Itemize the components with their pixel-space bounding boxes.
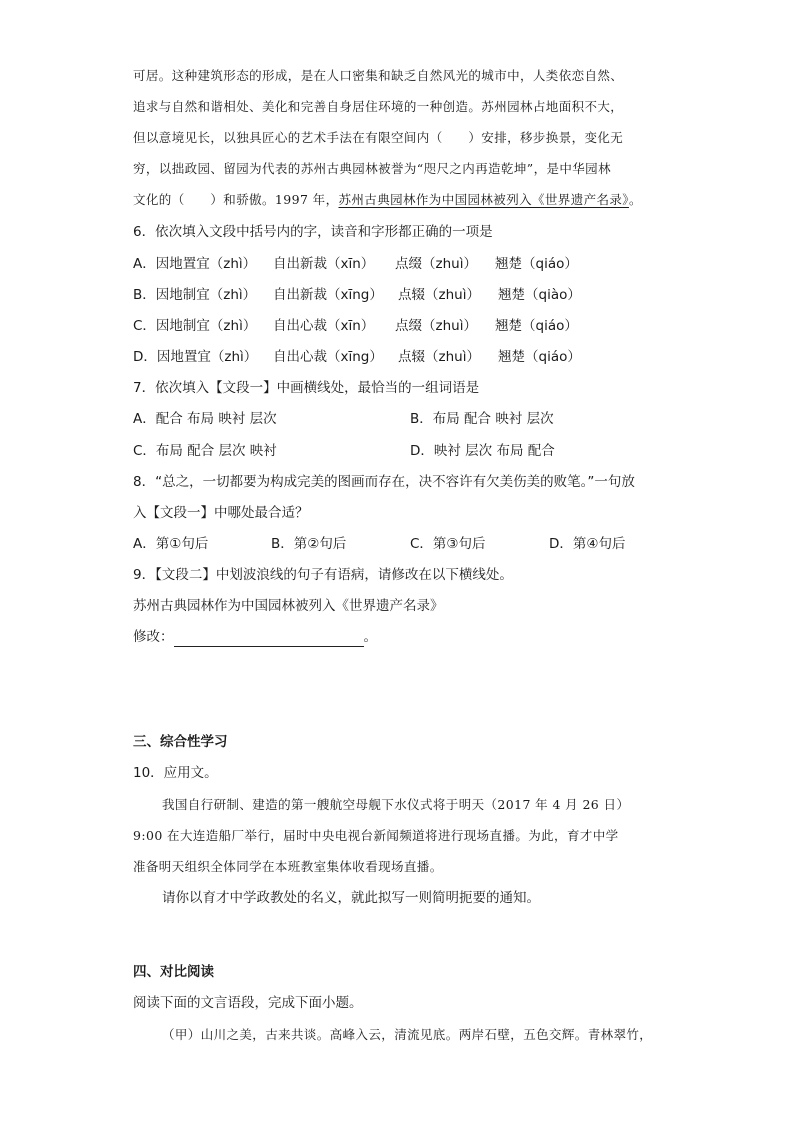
q6-b-1: B．因地制宜（zhì）	[133, 287, 257, 303]
q9-sentence: 苏州古典园林作为中国园林被列入《世界遗产名录》	[133, 598, 444, 614]
q6-b-4: 翘楚（qiào）	[498, 287, 581, 303]
q9-stem: 9．【文段二】中划波浪线的句子有语病，请修改在以下横线处。	[133, 567, 513, 583]
passage-line-1: 可居。这种建筑形态的形成，是在人口密集和缺乏自然风光的城市中，人类依恋自然、	[133, 68, 624, 83]
q8-option-a: A．第①句后	[133, 536, 209, 552]
q9-fix-end: 。	[363, 629, 377, 645]
q6-a-1: A．因地置宜（zhì）	[133, 256, 257, 272]
section3-title: 三、综合性学习	[133, 734, 228, 750]
section4-instruction: 阅读下面的文言语段，完成下面小题。	[133, 995, 363, 1011]
q6-c-3: 点缀（zhuì）	[395, 318, 477, 334]
q6-c-4: 翘楚（qiáo）	[495, 318, 578, 334]
q10-material-line3: 准备明天组织全体同学在本班教室集体收看现场直播。	[133, 859, 443, 874]
q9-answer-blank[interactable]	[174, 628, 364, 647]
q10-stem: 10．应用文。	[133, 765, 218, 781]
passage-line-4: 穷，以拙政园、留园为代表的苏州古典园林被誉为“咫尺之内再造乾坤”，是中华园林	[133, 161, 611, 176]
q6-d-3: 点辍（zhuì）	[398, 349, 480, 365]
q6-a-2: 自出新裁（xīn）	[273, 256, 375, 272]
q6-c-2: 自出心裁（xīn）	[273, 318, 375, 334]
section4-text-line1: （甲）山川之美，古来共谈。高峰入云，清流见底。两岸石壁，五色交辉。青林翠竹，	[162, 1027, 653, 1042]
passage-line-2: 追求与自然和谐相处、美化和完善自身居住环境的一种创造。苏州园林占地面积不大，	[133, 99, 624, 114]
q6-d-1: D．因地置宜（zhì）	[133, 349, 258, 365]
q8-option-c: C．第③句后	[410, 536, 486, 552]
q7-option-d: D．映衬 层次 布局 配合	[410, 443, 555, 459]
q6-d-4: 翘楚（qiáo）	[498, 349, 581, 365]
passage-line-5-suffix: 。	[628, 192, 642, 207]
q10-task: 请你以育才中学政教处的名义，就此拟写一则简明扼要的通知。	[162, 890, 540, 906]
q6-b-2: 自出新裁（xīng）	[273, 287, 383, 303]
q10-material-line1: 我国自行研制、建造的第一艘航空母舰下水仪式将于明天（2017 年 4 月 26 日）	[162, 797, 630, 812]
passage-line-3: 但以意境见长，以独具匠心的艺术手法在有限空间内（ ）安排，移步换景，变化无	[133, 130, 624, 145]
q6-stem: 6．依次填入文段中括号内的字，读音和字形都正确的一项是	[133, 224, 493, 240]
q9-fix-label: 修改：	[133, 629, 174, 645]
q8-option-d: D．第④句后	[549, 536, 626, 552]
q7-option-a: A．配合 布局 映衬 层次	[133, 411, 277, 427]
q6-a-3: 点缀（zhuì）	[395, 256, 477, 272]
section4-title: 四、对比阅读	[133, 964, 214, 980]
q9-fix-row	[133, 627, 377, 647]
q7-stem: 7．依次填入【文段一】中画横线处，最恰当的一组词语是	[133, 380, 480, 396]
q7-option-c: C．布局 配合 层次 映衬	[133, 443, 277, 459]
q6-d-2: 自出心裁（xīng）	[273, 349, 383, 365]
q6-b-3: 点辍（zhuì）	[398, 287, 480, 303]
passage-line-5	[133, 190, 642, 210]
passage-line-5-prefix: 文化的（ ）和骄傲。1997 年，	[133, 192, 339, 207]
q6-c-1: C．因地制宜（zhì）	[133, 318, 257, 334]
q8-stem-line1: 8．“总之，一切都要为构成完美的图画而存在，决不容许有欠美伤美的败笔。”一句放	[133, 474, 635, 490]
q6-a-4: 翘楚（qiáo）	[495, 256, 578, 272]
q8-stem-line2: 入【文段一】中哪处最合适？	[133, 505, 309, 521]
q10-material-line2: 9:00 在大连造船厂举行，届时中央电视台新闻频道将进行现场直播。为此，育才中学	[133, 828, 619, 843]
wavy-sentence: 苏州古典园林作为中国园林被列入《世界遗产名录》	[338, 192, 629, 207]
q7-option-b: B．布局 配合 映衬 层次	[410, 411, 554, 427]
q8-option-b: B．第②句后	[271, 536, 347, 552]
